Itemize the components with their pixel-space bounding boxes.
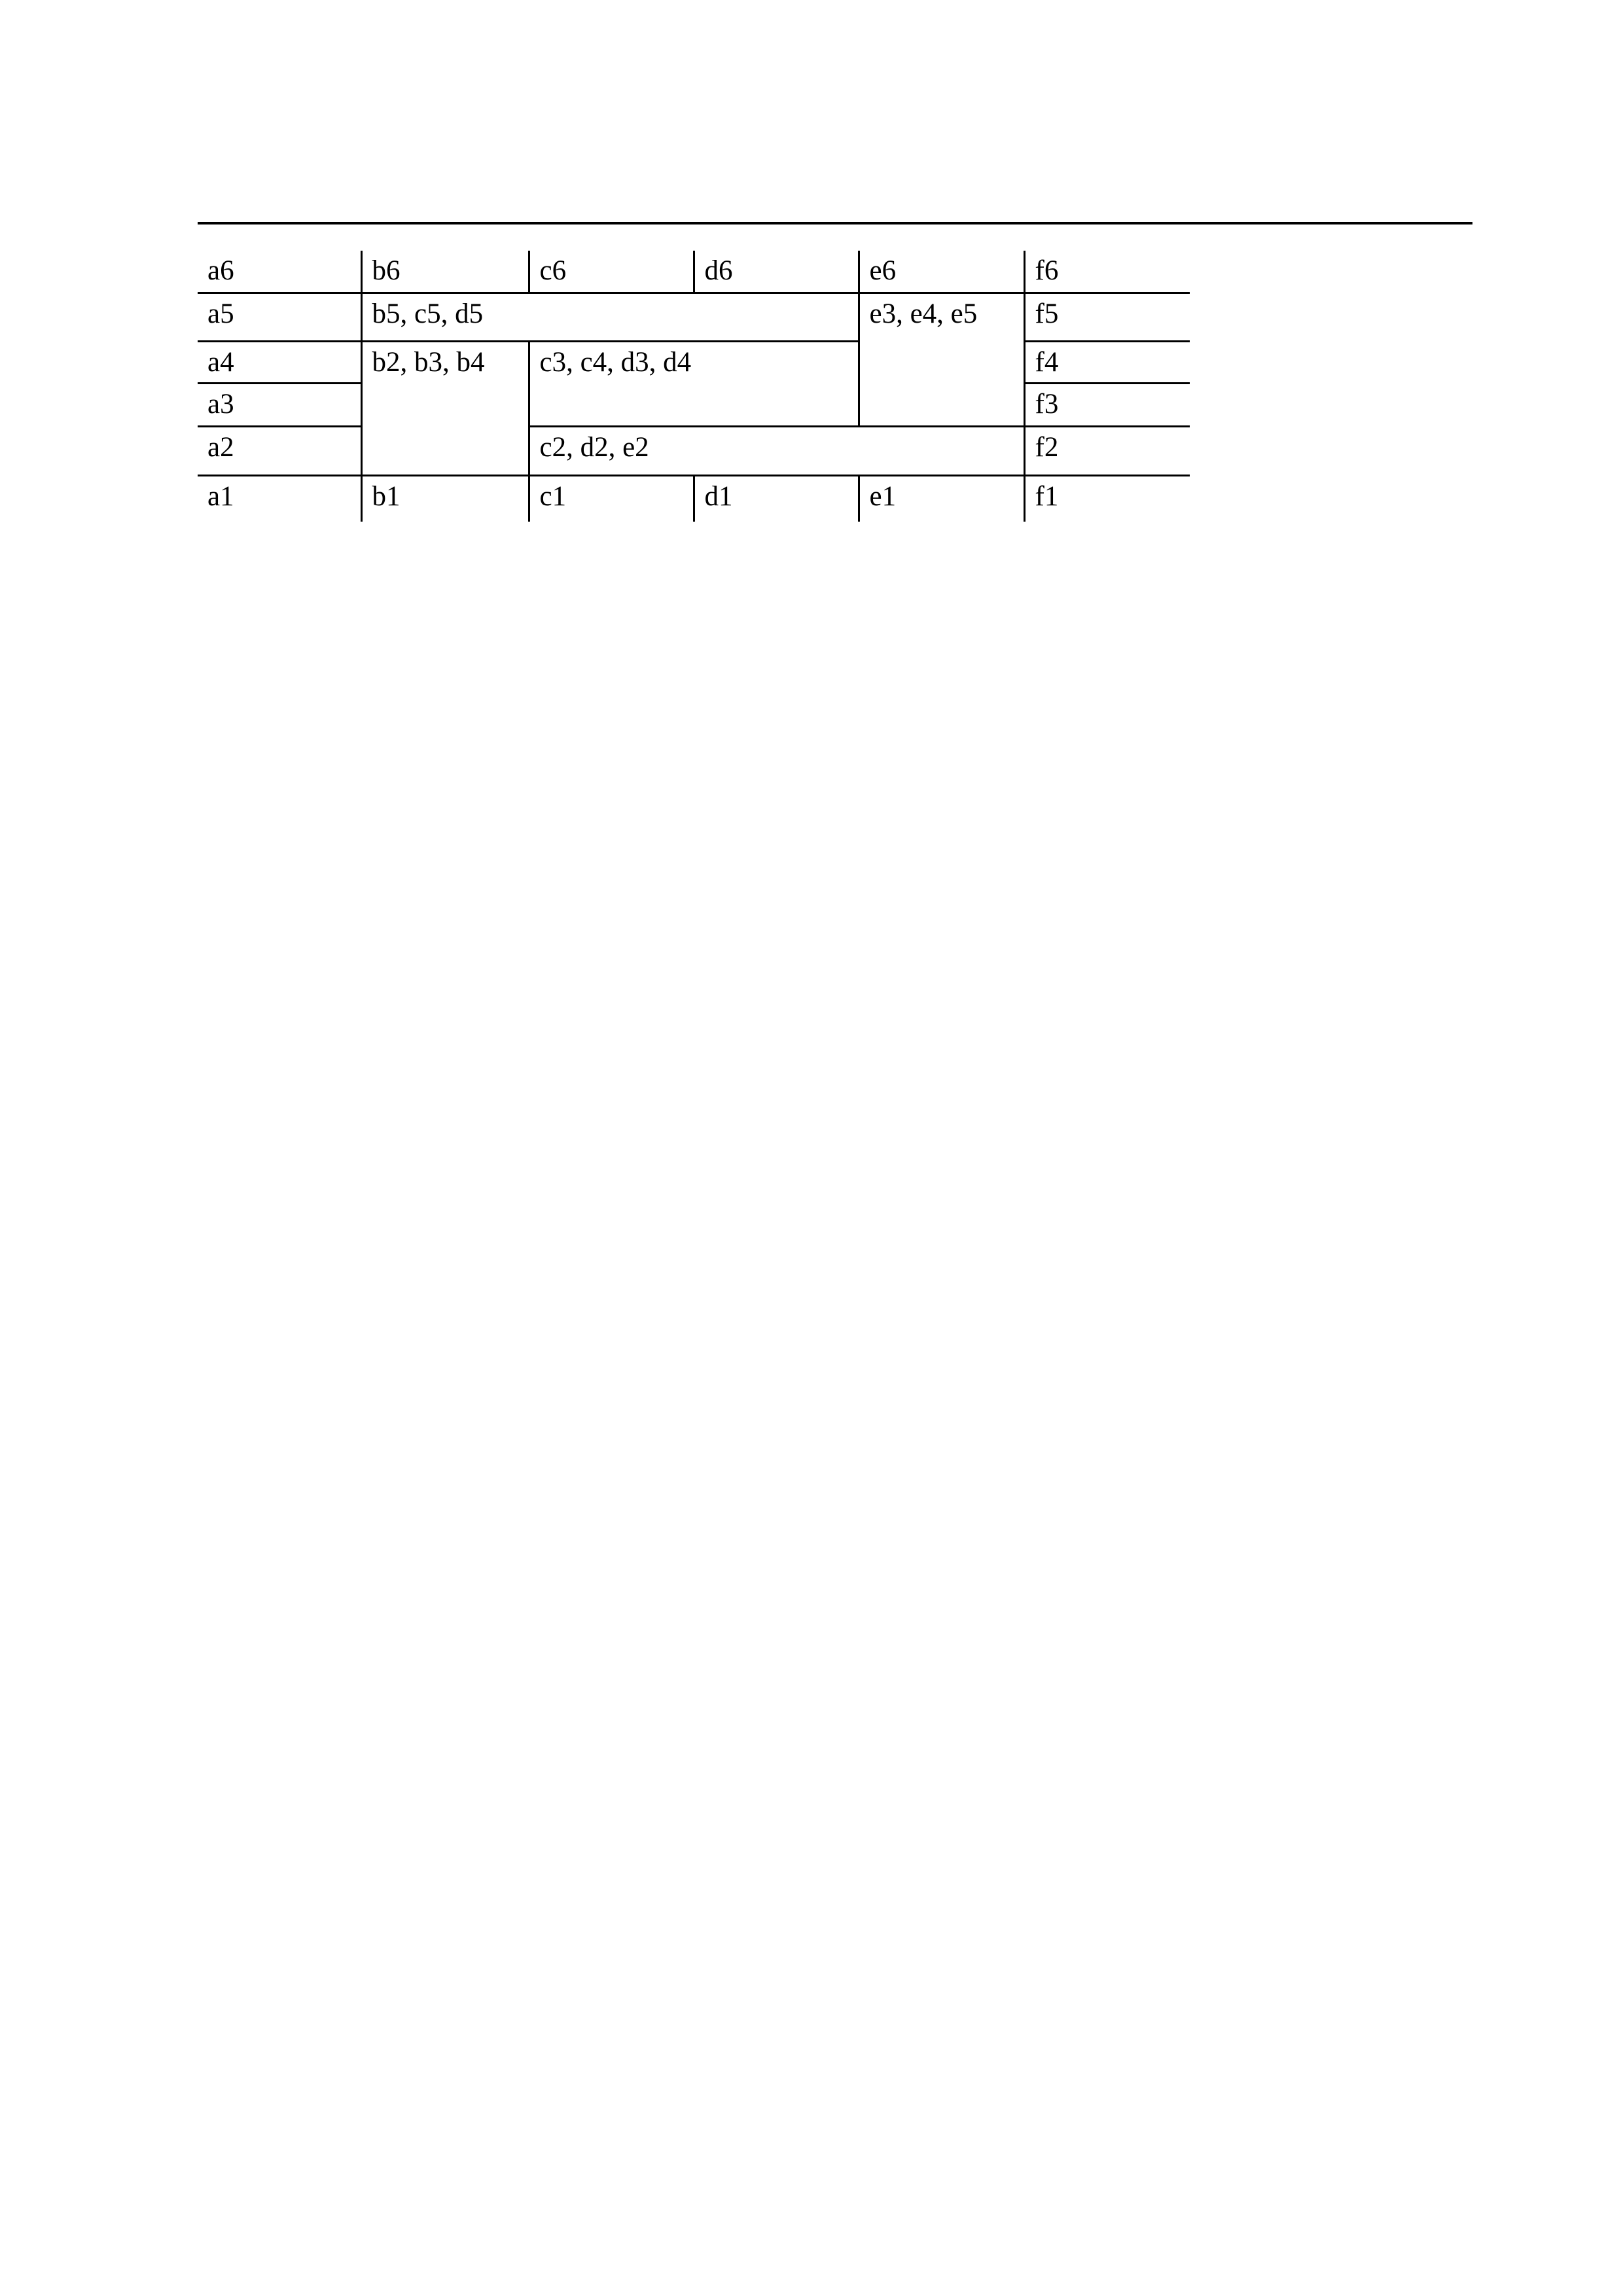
table-row-1 xyxy=(198,475,1190,522)
merged-cells-table xyxy=(198,251,1190,522)
page-top-rule xyxy=(198,222,1472,224)
cell-f2: f2 xyxy=(1024,426,1190,475)
cell-b2-b3-b4: b2, b3, b4 xyxy=(361,341,529,475)
cell-d1: d1 xyxy=(694,475,859,522)
cell-e6: e6 xyxy=(859,251,1024,293)
cell-f6: f6 xyxy=(1024,251,1190,293)
cell-a1: a1 xyxy=(198,475,361,522)
cell-e1: e1 xyxy=(859,475,1024,522)
table-row-2 xyxy=(198,426,1190,475)
table-row-6 xyxy=(198,251,1190,293)
cell-c2-d2-e2: c2, d2, e2 xyxy=(529,426,1024,475)
cell-a3: a3 xyxy=(198,383,361,426)
cell-f4: f4 xyxy=(1024,341,1190,383)
cell-a5: a5 xyxy=(198,293,361,341)
table-row-5 xyxy=(198,293,1190,341)
cell-a2: a2 xyxy=(198,426,361,475)
cell-d6: d6 xyxy=(694,251,859,293)
cell-b5-c5-d5: b5, c5, d5 xyxy=(361,293,859,341)
cell-a6: a6 xyxy=(198,251,361,293)
cell-c6: c6 xyxy=(529,251,694,293)
cell-f1: f1 xyxy=(1024,475,1190,522)
cell-f5: f5 xyxy=(1024,293,1190,341)
cell-a4: a4 xyxy=(198,341,361,383)
cell-c3-c4-d3-d4: c3, c4, d3, d4 xyxy=(529,341,859,426)
cell-c1: c1 xyxy=(529,475,694,522)
cell-e3-e4-e5: e3, e4, e5 xyxy=(859,293,1024,426)
cell-f3: f3 xyxy=(1024,383,1190,426)
table-row-4 xyxy=(198,341,1190,383)
cell-b6: b6 xyxy=(361,251,529,293)
cell-b1: b1 xyxy=(361,475,529,522)
